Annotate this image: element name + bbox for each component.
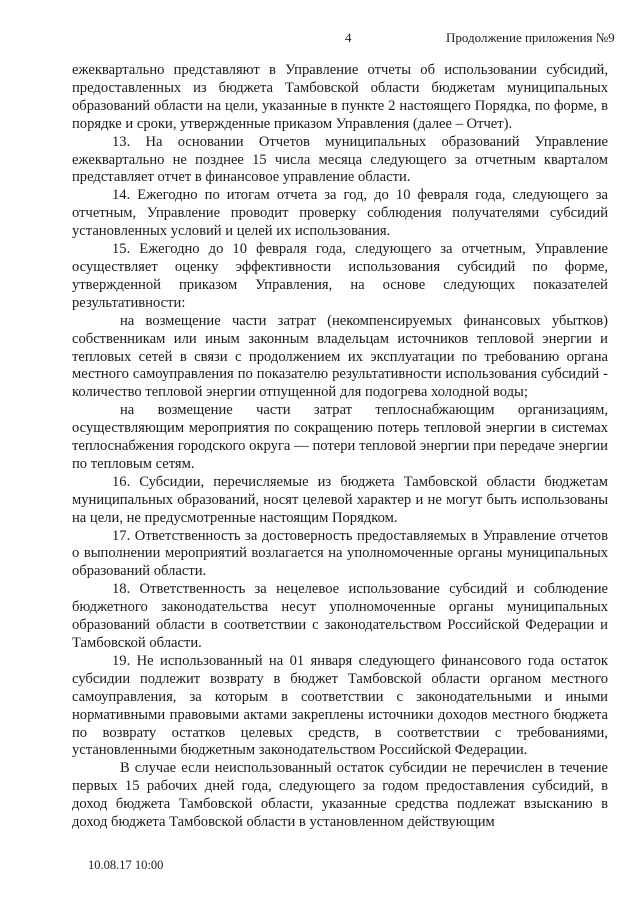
appendix-continuation-note: Продолжение приложения №9: [446, 30, 615, 45]
paragraph-unused-balance: В случае если неиспользованный остаток субсидии не перечислен в течение первых 15 рабочих дней года, следующего за годом предоставления субсидий, в доход бюджета Тамбовской области, указанные средства подлежат взысканию в доход бюджета Тамбовской области в установленном действующим: [72, 760, 608, 831]
paragraph-17: 17. Ответственность за достоверность предоставляемых в Управление отчетов о выполнении мероприятий возлагается на уполномоченные органы муниципальных образований области.: [72, 527, 608, 580]
paragraph-16: 16. Субсидии, перечисляемые из бюджета Тамбовской области бюджетам муниципальных образований, носят целевой характер и не могут быть использованы на цели, не предусмотренные настоящим Порядком.: [72, 473, 608, 526]
indicator-heat-loss-reduction: на возмещение части затрат теплоснабжающим организациям, осуществляющим мероприятия по сокращению потерь тепловой энергии в системах теплоснабжения городского округа — потери тепловой энергии при передаче энергии по тепловым сетям.: [72, 402, 608, 472]
paragraph-14: 14. Ежегодно по итогам отчета за год, до 10 февраля года, следующего за отчетным, Управление проводит проверку соблюдения получателями субсидий установленных условий и целей их использования.: [72, 187, 608, 240]
document-body: [72, 62, 608, 832]
paragraph-19: 19. Не использованный на 01 января следующего финансового года остаток субсидии подлежит возврату в бюджет Тамбовской области органом местного самоуправления, за которым в соответствии с законодательными и иными нормативными правовыми актами закреплены источники доходов местного бюджета по возврату остатков целевых средств, в соответствии с требованиями, установленными бюджетным законодательством Российской Федерации.: [72, 652, 608, 759]
indicator-heat-supply-owners: на возмещение части затрат (некомпенсируемых финансовых убытков) собственникам или иным законным владельцам источников тепловой энергии и тепловых сетей в связи с продолжением их эксплуатации по требованию органа местного самоуправления по показателю результативности использования субсидий - количество тепловой энергии отпущенной для подогрева холодной воды;: [72, 312, 608, 401]
paragraph-reports-continuation: ежеквартально представляют в Управление отчеты об использовании субсидий, предоставленных из бюджета Тамбовской области бюджетам муниципальных образований области на цели, указанные в пункте 2 настоящего Порядка, по форме, в порядке и сроки, утвержденные приказом Управления (далее – Отчет).: [72, 62, 608, 132]
paragraph-18: 18. Ответственность за нецелевое использование субсидий и соблюдение бюджетного законодательства несут уполномоченные органы муниципальных образований области в соответствии с законодательством Российской Федерации и Тамбовской области.: [72, 581, 608, 651]
page-number: 4: [345, 30, 352, 45]
paragraph-13: 13. На основании Отчетов муниципальных образований Управление ежеквартально не позднее 15 числа месяца следующего за отчетным кварталом представляет отчет в финансовое управление области.: [72, 133, 608, 186]
date-time-stamp: 10.08.17 10:00: [88, 858, 164, 872]
paragraph-15: 15. Ежегодно до 10 февраля года, следующего за отчетным, Управление осуществляет оценку эффективности использования субсидий по форме, утвержденной приказом Управления, на основе следующих показателей результативности:: [72, 241, 608, 311]
